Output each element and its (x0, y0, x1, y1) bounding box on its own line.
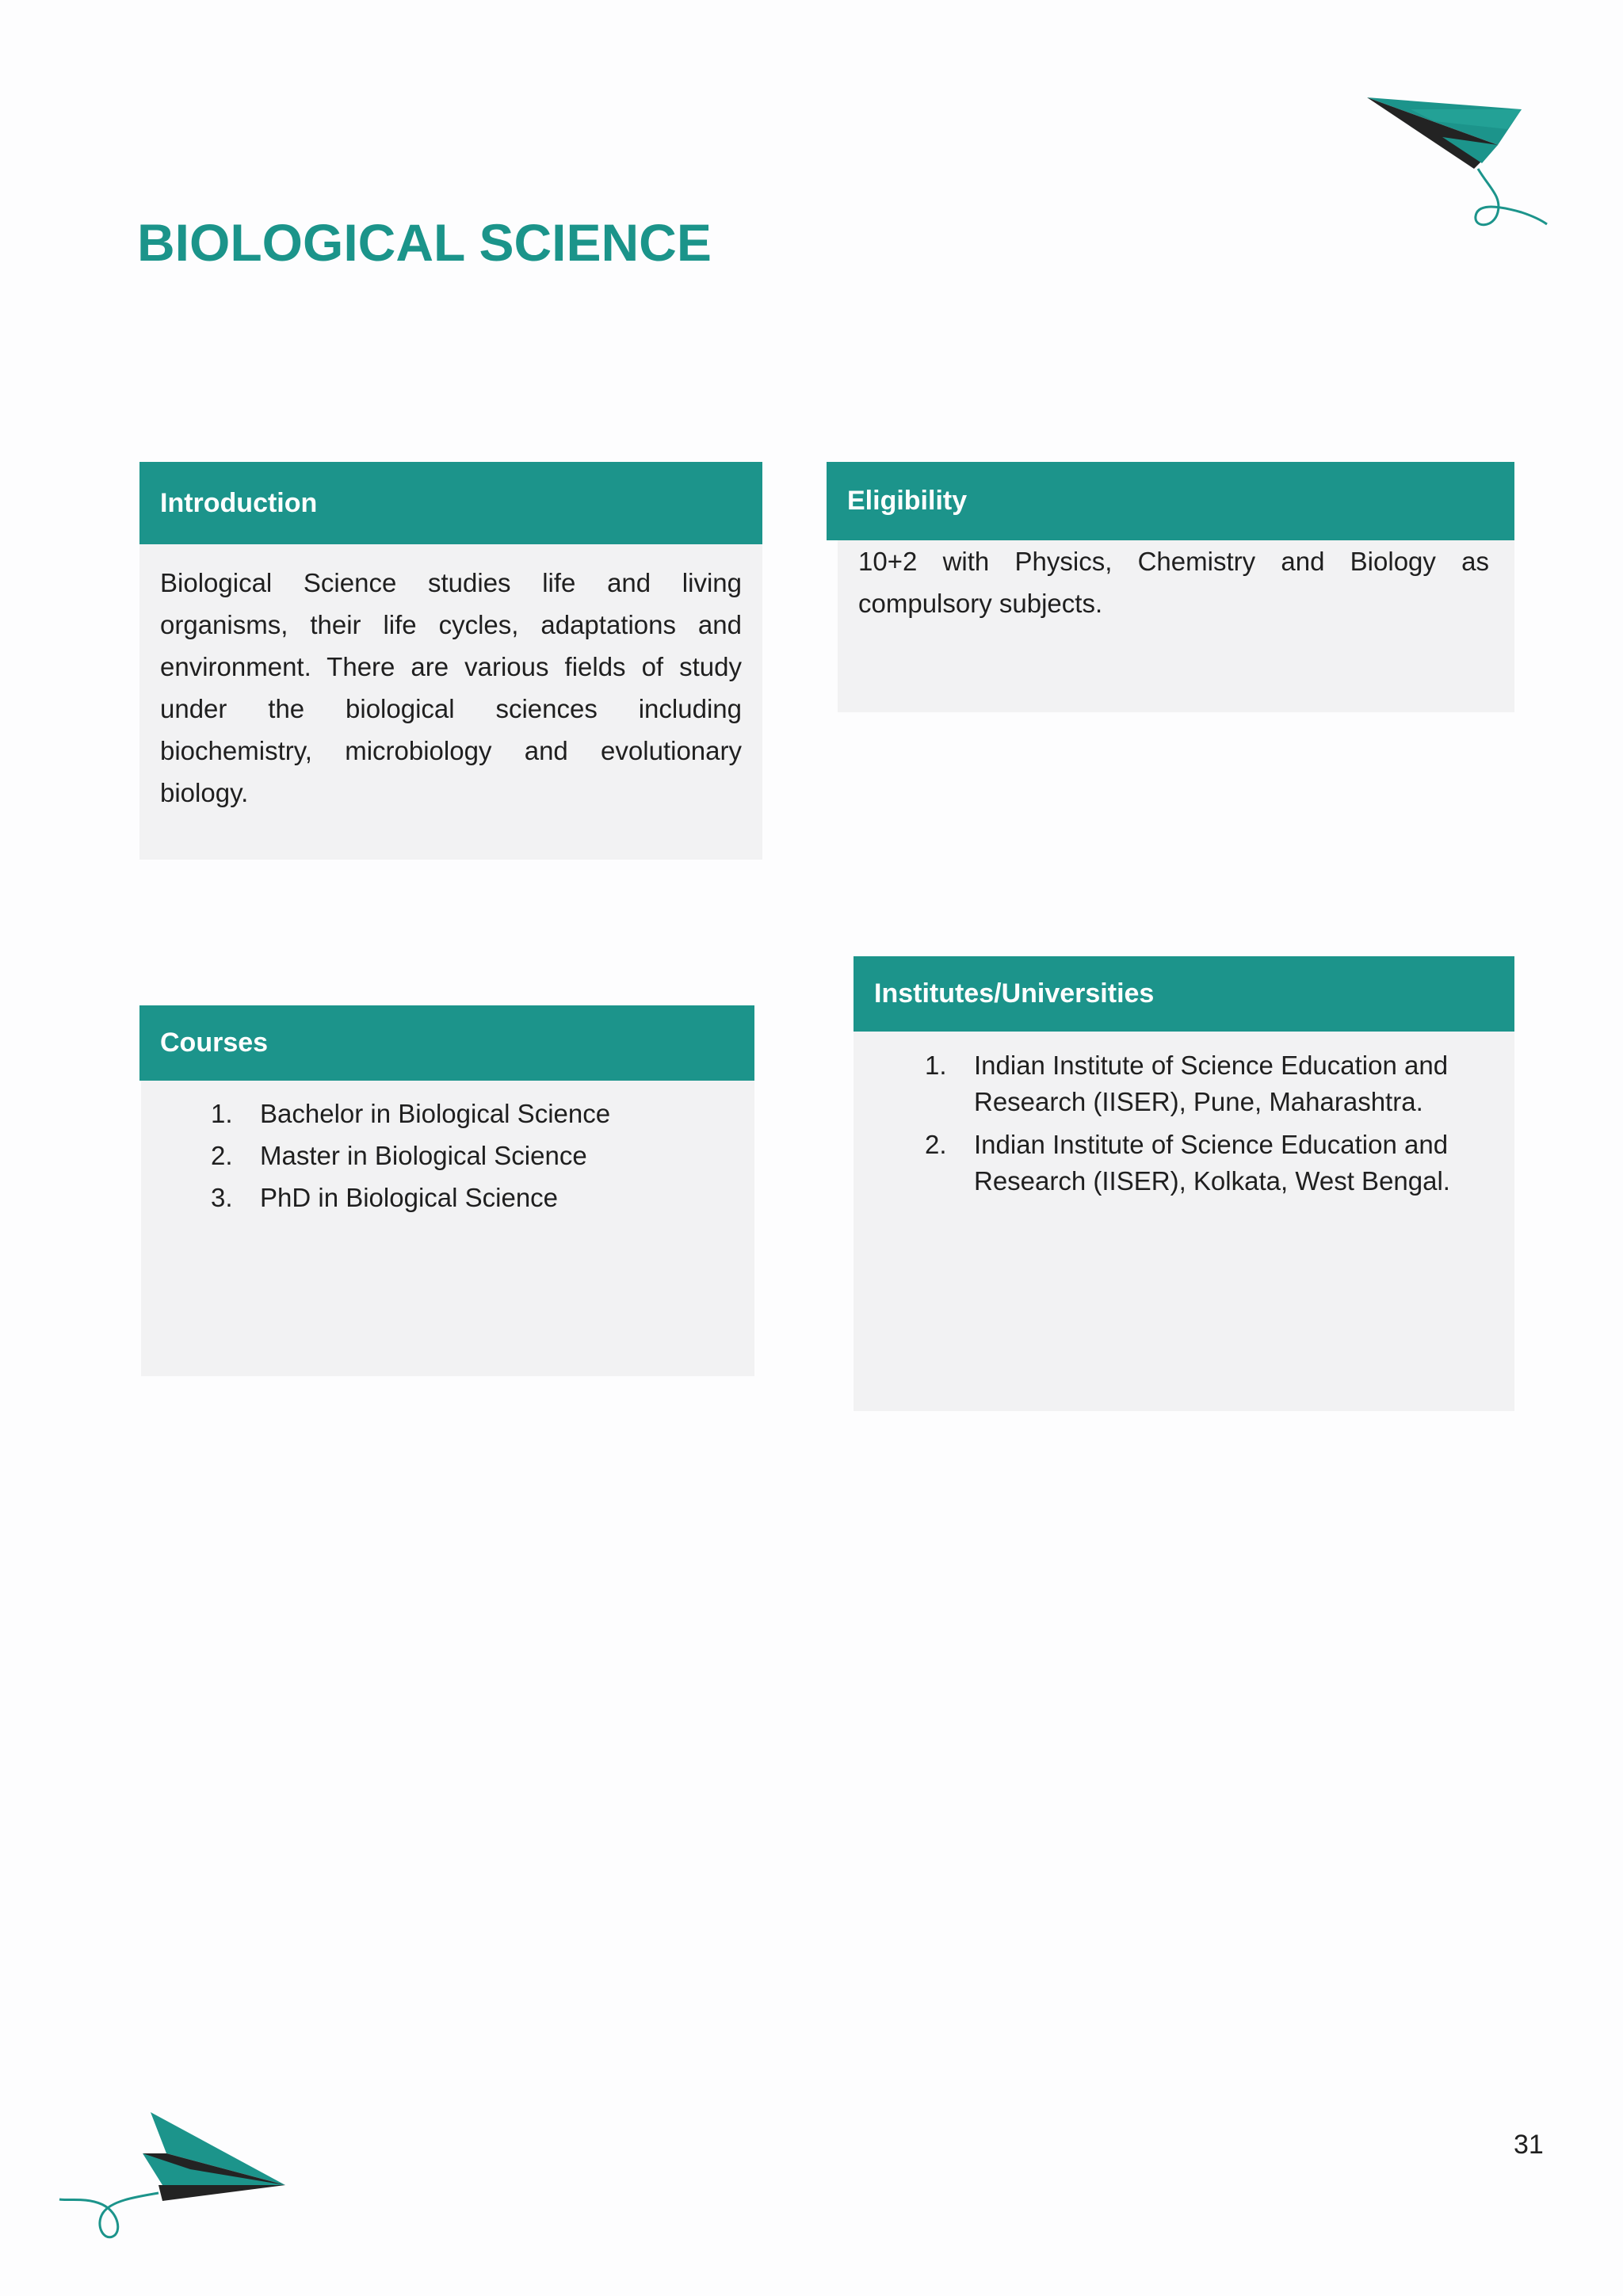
paper-plane-icon (1363, 93, 1553, 236)
list-number: 2. (211, 1141, 233, 1170)
courses-heading: Courses (139, 1005, 754, 1081)
eligibility-body (838, 540, 1514, 712)
list-item (211, 1093, 739, 1135)
introduction-text: Biological Science studies life and living organisms, their life cycles, adaptations and environment. There are various fields of study under the biological sciences including biochemistry, microbiology and evolutionary biology. (160, 568, 742, 807)
list-item-label: Bachelor in Biological Science (260, 1099, 611, 1128)
list-item-label: Master in Biological Science (260, 1141, 587, 1170)
introduction-body (139, 544, 762, 860)
list-number: 1. (925, 1051, 947, 1080)
page-number: 31 (1514, 2130, 1544, 2160)
eligibility-heading: Eligibility (827, 462, 1514, 540)
eligibility-text: 10+2 with Physics, Chemistry and Biology as compulsory subjects. (858, 547, 1489, 618)
list-item (925, 1127, 1499, 1199)
institutes-heading: Institutes/Universities (854, 956, 1514, 1032)
list-item (211, 1177, 739, 1219)
institutes-body (854, 1032, 1514, 1411)
list-item (211, 1135, 739, 1177)
introduction-heading: Introduction (139, 462, 762, 544)
list-number: 2. (925, 1130, 947, 1159)
paper-plane-icon (55, 2106, 293, 2248)
institutes-card (854, 956, 1514, 1411)
institutes-list (925, 1047, 1499, 1199)
courses-card (139, 1005, 754, 1376)
page-title: BIOLOGICAL SCIENCE (137, 213, 712, 272)
courses-list (211, 1093, 739, 1219)
introduction-card (139, 462, 762, 860)
list-item (925, 1047, 1499, 1120)
eligibility-card (827, 462, 1514, 712)
list-item-label: Indian Institute of Science Education and Research (IISER), Kolkata, West Bengal. (974, 1130, 1450, 1196)
list-number: 3. (211, 1183, 233, 1212)
courses-body (141, 1081, 754, 1376)
list-item-label: PhD in Biological Science (260, 1183, 559, 1212)
list-item-label: Indian Institute of Science Education and Research (IISER), Pune, Maharashtra. (974, 1051, 1449, 1116)
list-number: 1. (211, 1099, 233, 1128)
